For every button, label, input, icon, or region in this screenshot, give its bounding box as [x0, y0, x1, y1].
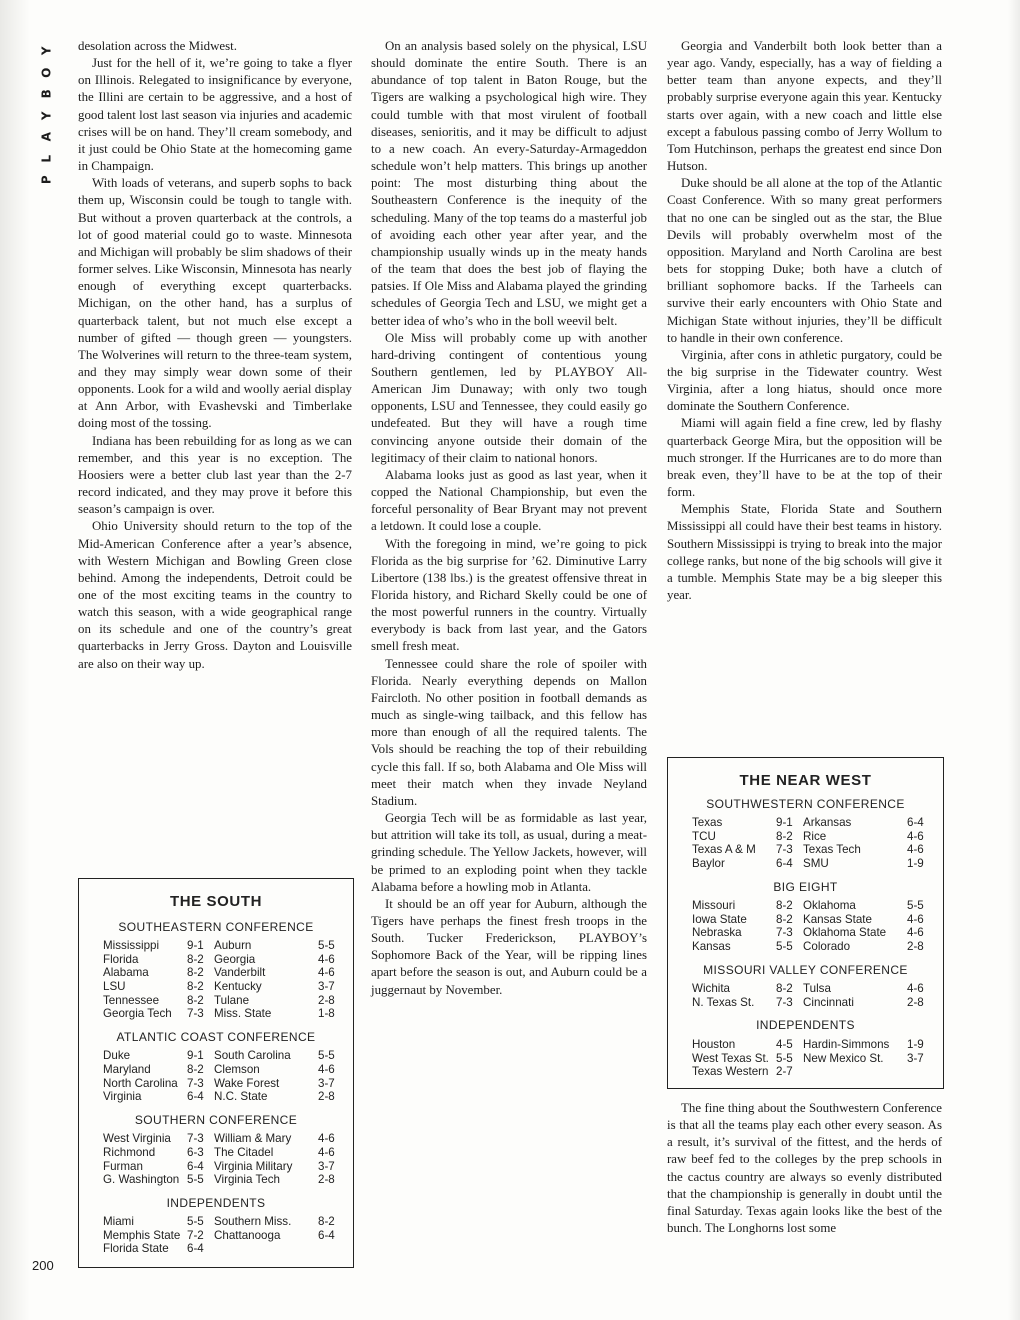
standings-row: [692, 857, 943, 871]
team-name: N. Texas St.: [692, 995, 755, 1009]
team-name: New Mexico St.: [803, 1051, 884, 1065]
standings-row: [103, 980, 353, 994]
team-record: 7-3: [187, 1007, 204, 1021]
team-name: Cincinnati: [803, 995, 854, 1009]
article-column-3-continued: [667, 1100, 942, 1237]
the-south-predictions-box: [78, 878, 354, 1268]
side-title-letter: L: [39, 154, 54, 163]
team-record: 8-2: [187, 979, 204, 993]
the-near-west-predictions-box: [667, 757, 944, 1089]
team-name: Clemson: [214, 1062, 260, 1076]
team-name: Missouri: [692, 899, 736, 913]
standings-row: [692, 1038, 943, 1052]
team-record: 4-6: [907, 926, 924, 940]
team-name: Kentucky: [214, 979, 262, 993]
team-record: 7-3: [187, 1132, 204, 1146]
conference-heading: SOUTHEASTERN CONFERENCE: [118, 919, 314, 934]
team-record: 4-6: [907, 829, 924, 843]
standings-row: [103, 1242, 353, 1256]
team-name: Miss. State: [214, 1007, 272, 1021]
standings-row: [692, 830, 943, 844]
article-column-3: [667, 38, 942, 604]
team-record: 6-4: [187, 1090, 204, 1104]
team-record: 6-4: [776, 856, 793, 870]
standings-row: [103, 1229, 353, 1243]
team-name: Arkansas: [803, 816, 852, 830]
team-record: 7-2: [187, 1228, 204, 1242]
team-record: 6-3: [187, 1145, 204, 1159]
team-name: South Carolina: [214, 1049, 291, 1063]
page-gutter-shadow: [0, 0, 30, 1320]
standings-row: [103, 966, 353, 980]
team-record: 2-8: [907, 995, 924, 1009]
team-name: North Carolina: [103, 1076, 178, 1090]
team-name: SMU: [803, 856, 829, 870]
article-paragraph: desolation across the Midwest.: [78, 39, 237, 53]
team-record: [318, 1242, 348, 1256]
standings-row: [103, 1090, 353, 1104]
magazine-side-title: [36, 40, 58, 191]
team-name: Mississippi: [103, 939, 160, 953]
side-title-letter: B: [39, 89, 54, 99]
team-name: Florida: [103, 952, 139, 966]
team-name: West Virginia: [103, 1132, 171, 1146]
standings-row: [692, 816, 943, 830]
conference-heading: BIG EIGHT: [773, 879, 838, 894]
team-record: 8-2: [776, 829, 793, 843]
standings-row: [103, 1160, 353, 1174]
conference-heading: INDEPENDENTS: [166, 1195, 266, 1210]
team-record: 5-5: [318, 939, 335, 953]
team-name: Tulane: [214, 993, 250, 1007]
team-record: 9-1: [187, 939, 204, 953]
team-record: 6-4: [318, 1228, 335, 1242]
team-name: Richmond: [103, 1145, 156, 1159]
team-record: 9-1: [187, 1049, 204, 1063]
standings-rows: [692, 982, 943, 1009]
team-record: 5-5: [187, 1215, 204, 1229]
team-name: Southern Miss.: [214, 1215, 292, 1229]
team-record: 8-2: [187, 966, 204, 980]
team-record: 1-9: [907, 1037, 924, 1051]
standings-row: [692, 1065, 943, 1079]
team-record: 5-5: [776, 1051, 793, 1065]
team-record: 7-3: [187, 1076, 204, 1090]
standings-rows: [692, 816, 943, 870]
team-record: 3-7: [318, 1076, 335, 1090]
team-name: Rice: [803, 829, 827, 843]
article-paragraph: With the foregoing in mind, we’re going to pick Florida as the big surprise for ’62. Diminutive Larry Libertore (138 lbs.) is the greatest offensive threat in Florida history, and Richard Skelly could be one of the most powerful runners in the country. Virtually everybody is back from last year, and the Gators smell fresh meat.: [371, 536, 647, 654]
team-name: Georgia: [214, 952, 256, 966]
team-record: 8-2: [187, 952, 204, 966]
team-record: 4-6: [907, 912, 924, 926]
team-name: Duke: [103, 1049, 131, 1063]
team-name: Maryland: [103, 1062, 151, 1076]
article-paragraph: With loads of veterans, and superb sophs to back them up, Wisconsin could be tough to tangle with. But without a proven quarterback at the controls, a lot of good material could go to waste. Minnesota and Michigan will probably be slim shadows of their former selves. Like Wisconsin, Minnesota has nearly enough of everything except quarterbacks. Michigan, on the other hand, has a surplus of quarterback talent, but not much else except a number of gifted — though green — youngsters. The Wolverines will return to the three-team system, and they may simply wear down some of their opponents. Look for a wild and woolly aerial display at Ann Arbor, with Evashevski and Timberlake doing most of the tossing.: [78, 176, 352, 431]
team-record: 4-6: [318, 1132, 335, 1146]
team-record: 6-4: [187, 1159, 204, 1173]
team-record: 1-8: [318, 1007, 335, 1021]
article-paragraph: It should be an off year for Auburn, although the Tigers have perhaps the finest fresh troops in the South. Tucker Frederickson, PLAYBOY’s Sophomore Back of the Year, will be ripping lines apart before the season is out, and Auburn could be a juggernaut by November.: [371, 896, 647, 997]
standings-row: [103, 939, 353, 953]
team-record: 8-2: [776, 982, 793, 996]
article-paragraph: Georgia and Vanderbilt both look better than a year ago. Vandy, especially, has a way of fielding a better team than anyone expects, and they’ll probably surprise everyone again this year. Kentucky starts over again, with a new coach and little else except a fabulous passing combo of Jerry Wollum to Tom Hutchinson, perhaps the greatest end since Don Hutson.: [667, 39, 942, 174]
team-name: LSU: [103, 979, 126, 993]
team-record: 7-3: [776, 995, 793, 1009]
team-name: Virginia Military: [214, 1159, 293, 1173]
team-record: 8-2: [318, 1215, 335, 1229]
team-record: 4-6: [318, 1145, 335, 1159]
article-paragraph: Tennessee could share the role of spoiler with Florida. Nearly everything depends on Mallon Faircloth. No other position in football demands as much as single-wing tailback, and this fellow has more than enough of all the required talents. The Vols should be reaching the top of their rebuilding cycle this fall. If so, both Alabama and Ole Miss will meet their match when they invade Neyland Stadium.: [371, 656, 647, 808]
standings-row: [103, 1173, 353, 1187]
team-name: Tulsa: [803, 982, 831, 996]
team-name: Virginia Tech: [214, 1173, 280, 1187]
team-name: Virginia: [103, 1090, 142, 1104]
team-name: William & Mary: [214, 1132, 292, 1146]
team-record: [907, 1065, 937, 1079]
team-name: Memphis State: [103, 1228, 181, 1242]
team-record: 8-2: [187, 993, 204, 1007]
team-name: West Texas St.: [692, 1051, 769, 1065]
standings-rows: [692, 1038, 943, 1079]
team-name: Vanderbilt: [214, 966, 266, 980]
team-record: 4-6: [318, 966, 335, 980]
team-record: 2-8: [318, 1090, 335, 1104]
team-record: 2-8: [318, 993, 335, 1007]
team-name: Kansas: [692, 939, 731, 953]
box-title: THE NEAR WEST: [739, 772, 872, 789]
team-record: 8-2: [776, 912, 793, 926]
article-paragraph: On an analysis based solely on the physical, LSU should dominate the entire South. There is an abundance of top talent in Baton Rouge, but the Tigers are walking a psychological high wire. They could tumble with that most virulent of football diseases, senioritis, and it may be difficult to adjust to a new coach. An every-Saturday-Armageddon schedule won’t help matters. This brings up another point: The most disturbing thing about the Southeastern Conference is the inequity of the scheduling. Many of the top teams do a masterful job of avoiding each other year after year, and the championship usually winds up in the meaty hands of the team that does the best job of flaying the patsies. If Ole Miss and Alabama played the grinding schedules of Georgia Tech and LSU, we might get a better idea of who’s who in the boll weevil belt.: [371, 39, 647, 328]
team-name: TCU: [692, 829, 716, 843]
standings-rows: [103, 1049, 353, 1103]
team-record: 7-3: [776, 926, 793, 940]
team-record: 8-2: [776, 899, 793, 913]
article-column-2: [371, 38, 647, 999]
article-paragraph: Indiana has been rebuilding for as long as we can remember, and this year is no exception. The Hoosiers were a better club last year than the 2-7 record indicated, and they may prove it before this season’s campaign is over.: [78, 433, 352, 517]
team-name: Texas Tech: [803, 843, 861, 857]
team-name: Hardin-Simmons: [803, 1037, 890, 1051]
team-record: 4-5: [776, 1037, 793, 1051]
article-paragraph: Miami will again field a fine crew, led by flashy quarterback George Mira, but the opposition will be much stronger. If the Hurricanes are to do more than break even, they’ll have to be at the top of their form.: [667, 416, 942, 500]
team-record: 6-4: [907, 816, 924, 830]
standings-row: [103, 1077, 353, 1091]
standings-row: [103, 1063, 353, 1077]
team-name: G. Washington: [103, 1173, 180, 1187]
standings-row: [692, 843, 943, 857]
team-name: N.C. State: [214, 1090, 268, 1104]
team-record: 3-7: [318, 1159, 335, 1173]
team-name: Colorado: [803, 939, 851, 953]
team-record: 7-3: [776, 843, 793, 857]
standings-rows: [103, 1132, 353, 1186]
team-record: 5-5: [187, 1173, 204, 1187]
article-paragraph: Alabama looks just as good as last year, when it copped the National Championship, but even the forceful personality of Bear Bryant may not prevent a letdown. It could lose a couple.: [371, 467, 647, 534]
team-name: Tennessee: [103, 993, 160, 1007]
article-paragraph: The fine thing about the Southwestern Conference is that all the teams play each other every season. As a result, it’s survival of the fittest, and the herds of raw beef fed to the colleges by the prep schools in the cactus country are always so evenly distributed that the championship is generally in doubt until the final Saturday. Texas again looks like the best of the bunch. The Longhorns lost some: [667, 1101, 942, 1236]
team-name: The Citadel: [214, 1145, 274, 1159]
article-column-1: [78, 38, 352, 673]
team-name: Nebraska: [692, 926, 742, 940]
team-record: 2-8: [318, 1173, 335, 1187]
page-edge-shadow: [1008, 0, 1020, 1320]
standings-row: [103, 1215, 353, 1229]
standings-row: [692, 996, 943, 1010]
team-name: Miami: [103, 1215, 134, 1229]
team-record: 4-6: [907, 982, 924, 996]
conference-heading: SOUTHWESTERN CONFERENCE: [706, 796, 905, 811]
standings-row: [103, 1146, 353, 1160]
team-record: 6-4: [187, 1242, 204, 1256]
team-record: 2-8: [907, 939, 924, 953]
standings-rows: [692, 899, 943, 953]
conference-heading: INDEPENDENTS: [756, 1018, 855, 1033]
article-paragraph: Virginia, after cons in athletic purgatory, could be the big surprise in the Tidewater country. West Virginia, after a long hiatus, should once more dominate the Southern Conference.: [667, 347, 942, 414]
team-name: Oklahoma State: [803, 926, 887, 940]
team-name: Houston: [692, 1037, 736, 1051]
article-paragraph: Duke should be all alone at the top of the Atlantic Coast Conference. With so many great performers that no one can be singled out as the star, the Blue Devils will probably overwhelm most of the opposition. Maryland and North Carolina are best bets for stopping Duke; both have a clutch of brilliant sophomore backs. If the Tarheels can survive their early encounters with Ohio State and Michigan State without injuries, they’ll be difficult to handle in their own conference.: [667, 176, 942, 345]
standings-row: [103, 994, 353, 1008]
box-title: THE SOUTH: [169, 893, 263, 910]
standings-row: [103, 1132, 353, 1146]
conference-heading: MISSOURI VALLEY CONFERENCE: [703, 962, 908, 977]
standings-rows: [103, 939, 353, 1021]
team-record: 9-1: [776, 816, 793, 830]
team-name: Kansas State: [803, 912, 872, 926]
team-name: Wake Forest: [214, 1076, 280, 1090]
conference-heading: SOUTHERN CONFERENCE: [134, 1112, 298, 1127]
article-paragraph: Ohio University should return to the top of the Mid-American Conference after a year’s absence, with Western Michigan and Bowling Green close behind. Among the independents, Detroit could be one of the most exciting teams in the country to watch this season, with a wide geographical range on its schedule and one of the country’s great quarterbacks in Jerry Gross. Dayton and Louisville are also on their way up.: [78, 519, 352, 671]
standings-row: [103, 1007, 353, 1021]
team-record: 5-5: [318, 1049, 335, 1063]
team-name: Iowa State: [692, 912, 747, 926]
team-record: 5-5: [907, 899, 924, 913]
team-record: 4-6: [907, 843, 924, 857]
team-record: 3-7: [318, 979, 335, 993]
standings-row: [692, 926, 943, 940]
conference-heading: ATLANTIC COAST CONFERENCE: [116, 1029, 316, 1044]
team-name: Chattanooga: [214, 1228, 281, 1242]
team-record: 3-7: [907, 1051, 924, 1065]
side-title-letter: Y: [39, 46, 54, 56]
team-name: Florida State: [103, 1242, 169, 1256]
article-paragraph: Georgia Tech will be as formidable as last year, but attrition will take its toll, as usual, during a meat-grinding schedule. The Yellow Jackets, however, will be primed to an exploding point when they tackle Alabama before a howling mob in Atlanta.: [371, 811, 647, 894]
team-name: Alabama: [103, 966, 149, 980]
team-record: 4-6: [318, 1062, 335, 1076]
article-paragraph: Just for the hell of it, we’re going to take a flyer on Illinois. Relegated to insignificance by everyone, the Illini are certain to be aggressive, and a host of good talent lost last season via injuries and academic crises will be on hand. They’ll cream somebody, and it just could be Ohio State at the homecoming game in Champaign.: [78, 56, 352, 174]
team-record: 4-6: [318, 952, 335, 966]
standings-row: [692, 940, 943, 954]
team-name: Texas A & M: [692, 843, 756, 857]
team-name: [214, 1242, 318, 1256]
side-title-letter: O: [39, 67, 54, 78]
standings-row: [692, 899, 943, 913]
team-record: 8-2: [187, 1062, 204, 1076]
standings-row: [692, 913, 943, 927]
side-title-letter: P: [39, 175, 54, 185]
team-name: Baylor: [692, 856, 725, 870]
team-record: 2-7: [776, 1065, 793, 1079]
standings-row: [103, 1049, 353, 1063]
team-name: [803, 1065, 907, 1079]
team-name: Oklahoma: [803, 899, 856, 913]
standings-rows: [103, 1215, 353, 1256]
standings-row: [692, 1052, 943, 1066]
side-title-letter: Y: [39, 110, 54, 120]
team-record: 5-5: [776, 939, 793, 953]
page-number: 200: [32, 1258, 54, 1273]
side-title-letter: A: [39, 132, 54, 142]
team-name: Furman: [103, 1159, 143, 1173]
team-name: Texas: [692, 816, 723, 830]
article-paragraph: Memphis State, Florida State and Southern Mississippi all could have their best teams in history. Southern Mississippi is trying to break into the major college ranks, but none of the big schools will give it a tumble. Memphis State may be a big sleeper this year.: [667, 502, 942, 602]
article-paragraph: Ole Miss will probably come up with another hard-driving contingent of contentious young Southern gentlemen, led by PLAYBOY All-American Jim Dunaway; with only two tough opponents, LSU and Tennessee, they could easily go undefeated. But they will have a rough time convincing anyone outside their domain of the legitimacy of their claim to national honors.: [371, 330, 647, 465]
team-name: Wichita: [692, 982, 731, 996]
standings-row: [103, 953, 353, 967]
team-name: Georgia Tech: [103, 1007, 172, 1021]
team-name: Texas Western: [692, 1065, 769, 1079]
team-name: Auburn: [214, 939, 252, 953]
team-record: 1-9: [907, 856, 924, 870]
standings-row: [692, 982, 943, 996]
